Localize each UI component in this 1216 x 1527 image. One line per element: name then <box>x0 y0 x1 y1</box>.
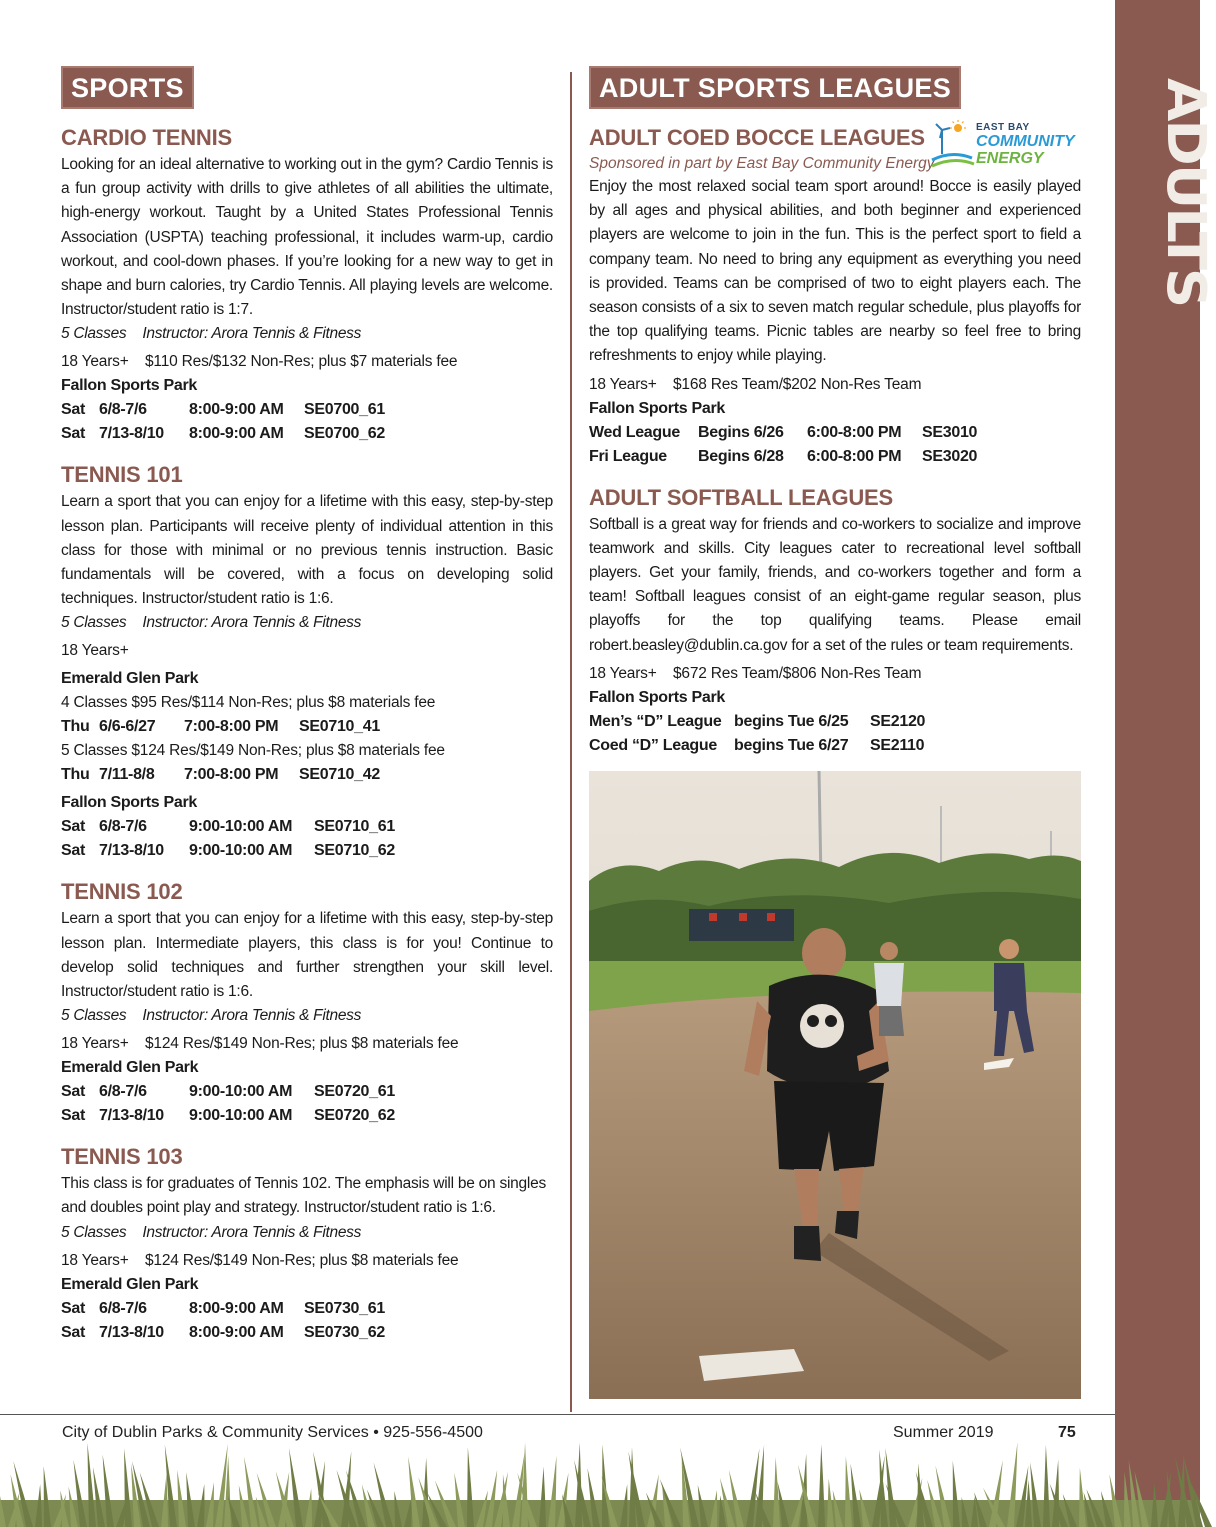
bocce-section <box>589 125 1081 469</box>
schedule-dates: 7/13-8/10 <box>99 1323 164 1341</box>
schedule-day: Sat <box>61 818 85 836</box>
sports-banner: SPORTS <box>61 66 194 109</box>
tennis-103-title: TENNIS 103 <box>61 1144 183 1170</box>
schedule-dates: 7/13-8/10 <box>99 425 164 443</box>
schedule-day: Thu <box>61 718 90 736</box>
tennis-101-title: TENNIS 101 <box>61 462 183 488</box>
league-name: Men’s “D” League <box>589 712 722 730</box>
schedule-day: Sat <box>61 1299 85 1317</box>
right-column <box>589 66 1081 758</box>
softball-fee: 18 Years+ $672 Res Team/$806 Non-Res Team <box>589 664 922 682</box>
schedule-row <box>61 1297 553 1321</box>
course-code: SE0730_62 <box>304 1323 385 1341</box>
schedule-row <box>61 715 553 739</box>
schedule-row <box>61 1080 553 1104</box>
grass-blade <box>548 1456 556 1527</box>
league-time: 6:00-8:00 PM <box>807 447 902 465</box>
softball-photo <box>589 771 1081 1399</box>
tennis-101-location-1: Emerald Glen Park <box>61 670 199 688</box>
schedule-day: Sat <box>61 842 85 860</box>
schedule-row <box>61 422 553 446</box>
tennis-101-age: 18 Years+ <box>61 642 129 660</box>
schedule-time: 7:00-8:00 PM <box>184 766 279 784</box>
grass-blade <box>953 1461 960 1527</box>
bocce-sponsor: Sponsored in part by East Bay Community Energy <box>589 155 935 172</box>
footer-rule <box>0 1414 1115 1415</box>
course-code: SE3020 <box>922 447 978 465</box>
league-name: Coed “D” League <box>589 736 717 754</box>
schedule-day: Sat <box>61 1107 85 1125</box>
schedule-dates: 6/8-7/6 <box>99 1083 147 1101</box>
page-number: 75 <box>1058 1424 1076 1441</box>
tennis-103-location: Emerald Glen Park <box>61 1275 199 1293</box>
tennis-102-description: Learn a sport that you can enjoy for a lifetime with this easy, step-by-step lesson plan. Intermediate players, this class is for you! Continue to develop solid techniques and further strengthen your skill level. Instructor/student ratio is 1:6. <box>61 910 553 1001</box>
side-tab-label: ADULTS <box>1154 78 1216 307</box>
grass-blade <box>124 1448 132 1527</box>
schedule-dates: 6/8-7/6 <box>99 401 147 419</box>
left-column <box>61 66 553 1345</box>
schedule-row <box>61 763 553 787</box>
column-divider <box>570 72 572 1412</box>
grass-blade <box>1124 1472 1131 1527</box>
softball-player-image <box>589 771 1081 1399</box>
schedule-dates: 6/8-7/6 <box>99 818 147 836</box>
league-begins: begins Tue 6/25 <box>734 712 849 730</box>
schedule-row <box>61 839 553 863</box>
schedule-dates: 6/6-6/27 <box>99 718 156 736</box>
course-code: SE0710_42 <box>299 766 380 784</box>
course-code: SE0710_41 <box>299 718 380 736</box>
schedule-day: Sat <box>61 425 85 443</box>
schedule-time: 8:00-9:00 AM <box>189 425 284 443</box>
cardio-tennis-info: 5 Classes Instructor: Arora Tennis & Fitness <box>61 325 362 343</box>
tennis-103-section <box>61 1144 553 1344</box>
schedule-time: 7:00-8:00 PM <box>184 718 279 736</box>
footer-season: Summer 2019 <box>893 1424 994 1441</box>
softball-title: ADULT SOFTBALL LEAGUES <box>589 484 893 510</box>
course-code: SE0720_61 <box>314 1083 395 1101</box>
schedule-day: Sat <box>61 1323 85 1341</box>
bocce-location: Fallon Sports Park <box>589 399 725 417</box>
schedule-day: Sat <box>61 1083 85 1101</box>
tennis-101-fee-1: 4 Classes $95 Res/$114 Non-Res; plus $8 materials fee <box>61 694 436 712</box>
schedule-row <box>61 1321 553 1345</box>
footer-org-phone: City of Dublin Parks & Community Services • 925-556-4500 <box>62 1424 483 1441</box>
section-side-tab <box>1115 0 1216 1527</box>
grass-blade <box>44 1466 51 1527</box>
tennis-103-description: This class is for graduates of Tennis 102. The emphasis will be on singles and doubles point play and strategy. Instructor/student ratio is 1:6. <box>61 1175 546 1217</box>
league-row <box>589 710 1081 734</box>
schedule-day: Sat <box>61 401 85 419</box>
tennis-103-fee: 18 Years+ $124 Res/$149 Non-Res; plus $8 materials fee <box>61 1251 459 1269</box>
course-code: SE2110 <box>870 736 925 754</box>
bocce-description: Enjoy the most relaxed social team sport around! Bocce is easily played by all ages and physical abilities, and both beginner and experienced players are welcome to join in the fun. This is the perfect sport to field a company team. No need to bring any equipment as everything you need is provided. Teams can be comprised of two to eight players each. The season consists of a six to seven match regular schedule, plus playoffs for the top qualifying teams. Picnic tables are nearby so feel free to bring refreshments to enjoy while playing. <box>589 178 1081 365</box>
cardio-tennis-fee: 18 Years+ $110 Res/$132 Non-Res; plus $7 materials fee <box>61 353 458 371</box>
league-row <box>589 445 1081 469</box>
league-begins: begins Tue 6/27 <box>734 736 849 754</box>
course-code: SE3010 <box>922 423 978 441</box>
course-code: SE0710_61 <box>314 818 395 836</box>
logo-line-1: EAST BAY <box>976 122 1030 133</box>
tennis-102-info: 5 Classes Instructor: Arora Tennis & Fitness <box>61 1007 362 1025</box>
schedule-time: 8:00-9:00 AM <box>189 401 284 419</box>
schedule-row <box>61 1104 553 1128</box>
league-row <box>589 421 1081 445</box>
schedule-time: 8:00-9:00 AM <box>189 1299 284 1317</box>
tennis-102-location: Emerald Glen Park <box>61 1059 199 1077</box>
course-code: SE0700_62 <box>304 425 385 443</box>
grass-blade <box>1043 1445 1050 1527</box>
bocce-fee: 18 Years+ $168 Res Team/$202 Non-Res Team <box>589 375 922 393</box>
cardio-tennis-location: Fallon Sports Park <box>61 377 197 395</box>
tennis-101-location-2: Fallon Sports Park <box>61 794 197 812</box>
softball-location: Fallon Sports Park <box>589 688 725 706</box>
grass-border-decoration <box>0 1440 1200 1527</box>
course-code: SE0710_62 <box>314 842 395 860</box>
ebce-logo <box>932 120 1082 168</box>
softball-section <box>589 485 1081 758</box>
schedule-time: 9:00-10:00 AM <box>189 842 293 860</box>
tennis-101-section <box>61 462 553 863</box>
cardio-tennis-description: Looking for an ideal alternative to working out in the gym? Cardio Tennis is a fun group activity with drills to give athletes of all abilities the ultimate, high-energy workout. Taught by a United States Professional Tennis Association (USPTA) teaching professional, it includes warm-up, cardio workout, and cool-down phases. If you’re looking for a new way to get in shape and burn calories, try Cardio Tennis. All playing levels are welcome. Instructor/student ratio is 1:7. <box>61 156 553 319</box>
grass-blade <box>602 1444 609 1527</box>
league-row <box>589 734 1081 758</box>
grass-blade <box>818 1444 825 1527</box>
course-code: SE0730_61 <box>304 1299 385 1317</box>
cardio-tennis-section <box>61 125 553 446</box>
logo-line-3: ENERGY <box>976 150 1044 167</box>
tennis-102-fee: 18 Years+ $124 Res/$149 Non-Res; plus $8 materials fee <box>61 1035 459 1053</box>
schedule-row <box>61 815 553 839</box>
schedule-day: Thu <box>61 766 90 784</box>
adult-sports-leagues-banner: ADULT SPORTS LEAGUES <box>589 66 961 109</box>
bocce-title: ADULT COED BOCCE LEAGUES <box>589 125 925 150</box>
grass-blade <box>467 1447 474 1527</box>
tennis-102-section <box>61 879 553 1128</box>
schedule-time: 9:00-10:00 AM <box>189 818 293 836</box>
cardio-tennis-title: CARDIO TENNIS <box>61 125 232 150</box>
course-code: SE0720_62 <box>314 1107 395 1125</box>
league-name: Wed League <box>589 423 680 441</box>
schedule-time: 9:00-10:00 AM <box>189 1083 293 1101</box>
schedule-dates: 7/11-8/8 <box>99 766 155 784</box>
tennis-101-fee-2: 5 Classes $124 Res/$149 Non-Res; plus $8 materials fee <box>61 742 445 760</box>
schedule-row <box>61 398 553 422</box>
softball-description: Softball is a great way for friends and co-workers to socialize and improve teamwork and skills. City leagues cater to recreational level softball players. Get your family, friends, and co-workers together and form a team! Softball leagues consist of an eight-game regular season, plus playoffs for the top qualifying teams. Please email robert.beasley@dublin.ca.gov for a set of the rules or team requirements. <box>589 515 1081 654</box>
league-begins: Begins 6/26 <box>698 423 784 441</box>
course-code: SE0700_61 <box>304 401 385 419</box>
course-code: SE2120 <box>870 712 926 730</box>
tennis-102-title: TENNIS 102 <box>61 879 183 905</box>
schedule-dates: 7/13-8/10 <box>99 1107 164 1125</box>
tennis-103-info: 5 Classes Instructor: Arora Tennis & Fitness <box>61 1223 362 1241</box>
schedule-dates: 7/13-8/10 <box>99 842 164 860</box>
grass-blade <box>539 1466 546 1527</box>
schedule-time: 9:00-10:00 AM <box>189 1107 293 1125</box>
league-begins: Begins 6/28 <box>698 447 784 465</box>
schedule-dates: 6/8-7/6 <box>99 1299 147 1317</box>
league-name: Fri League <box>589 447 667 465</box>
tennis-101-info: 5 Classes Instructor: Arora Tennis & Fitness <box>61 614 362 632</box>
logo-line-2: COMMUNITY <box>976 133 1075 150</box>
league-time: 6:00-8:00 PM <box>807 423 902 441</box>
schedule-time: 8:00-9:00 AM <box>189 1323 284 1341</box>
tennis-101-description: Learn a sport that you can enjoy for a lifetime with this easy, step-by-step lesson plan. Participants will receive plenty of individual attention in this class for those with minimal or no previous tennis instruction. Basic fundamentals will be covered, with a focus on developing solid techniques. Instructor/student ratio is 1:6. <box>61 493 553 608</box>
